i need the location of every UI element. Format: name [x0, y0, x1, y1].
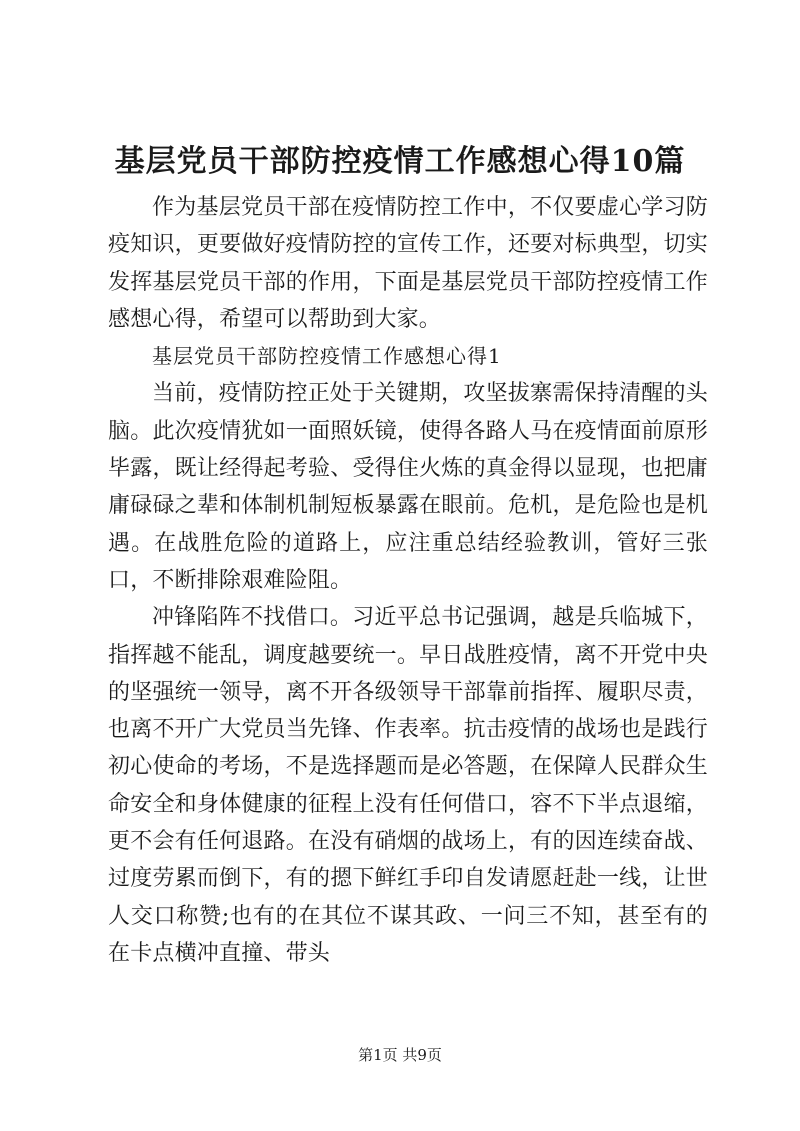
body-paragraph-1: 当前，疫情防控正处于关键期，攻坚拔寨需保持清醒的头脑。此次疫情犹如一面照妖镜，使得各路人马在疫情面前原形毕露，既让经得起考验、受得住火炼的真金得以显现，也把庸庸碌碌之辈和体制机制短板暴露在眼前。危机，是危险也是机遇。在战胜危险的道路上，应注重总结经验教训，管好三张口，不断排除艰难险阻。 [108, 381, 708, 593]
intro-paragraph: 作为基层党员干部在疫情防控工作中，不仅要虚心学习防疫知识，更要做好疫情防控的宣传工作，还要对标典型，切实发挥基层党员干部的作用，下面是基层党员干部防控疫情工作感想心得，希望可以帮助到大家。 [108, 195, 708, 332]
page-footer: 第1页 共9页 [358, 1046, 442, 1064]
section-heading: 基层党员干部防控疫情工作感想心得1 [152, 344, 502, 369]
document-title: 基层党员干部防控疫情工作感想心得10篇 [114, 144, 686, 179]
body-paragraph-2: 冲锋陷阵不找借口。习近平总书记强调，越是兵临城下，指挥越不能乱，调度越要统一。早日战胜疫情，离不开党中央的坚强统一领导，离不开各级领导干部靠前指挥、履职尽责，也离不开广大党员当先锋、作表率。抗击疫情的战场也是践行初心使命的考场，不是选择题而是必答题，在保障人民群众生命安全和身体健康的征程上没有任何借口，容不下半点退缩，更不会有任何退路。在没有硝烟的战场上，有的因连续奋战、过度劳累而倒下，有的摁下鲜红手印自发请愿赶赴一线，让世人交口称赞;也有的在其位不谋其政、一问三不知，甚至有的在卡点横冲直撞、带头 [108, 605, 708, 966]
document-body [108, 189, 708, 972]
